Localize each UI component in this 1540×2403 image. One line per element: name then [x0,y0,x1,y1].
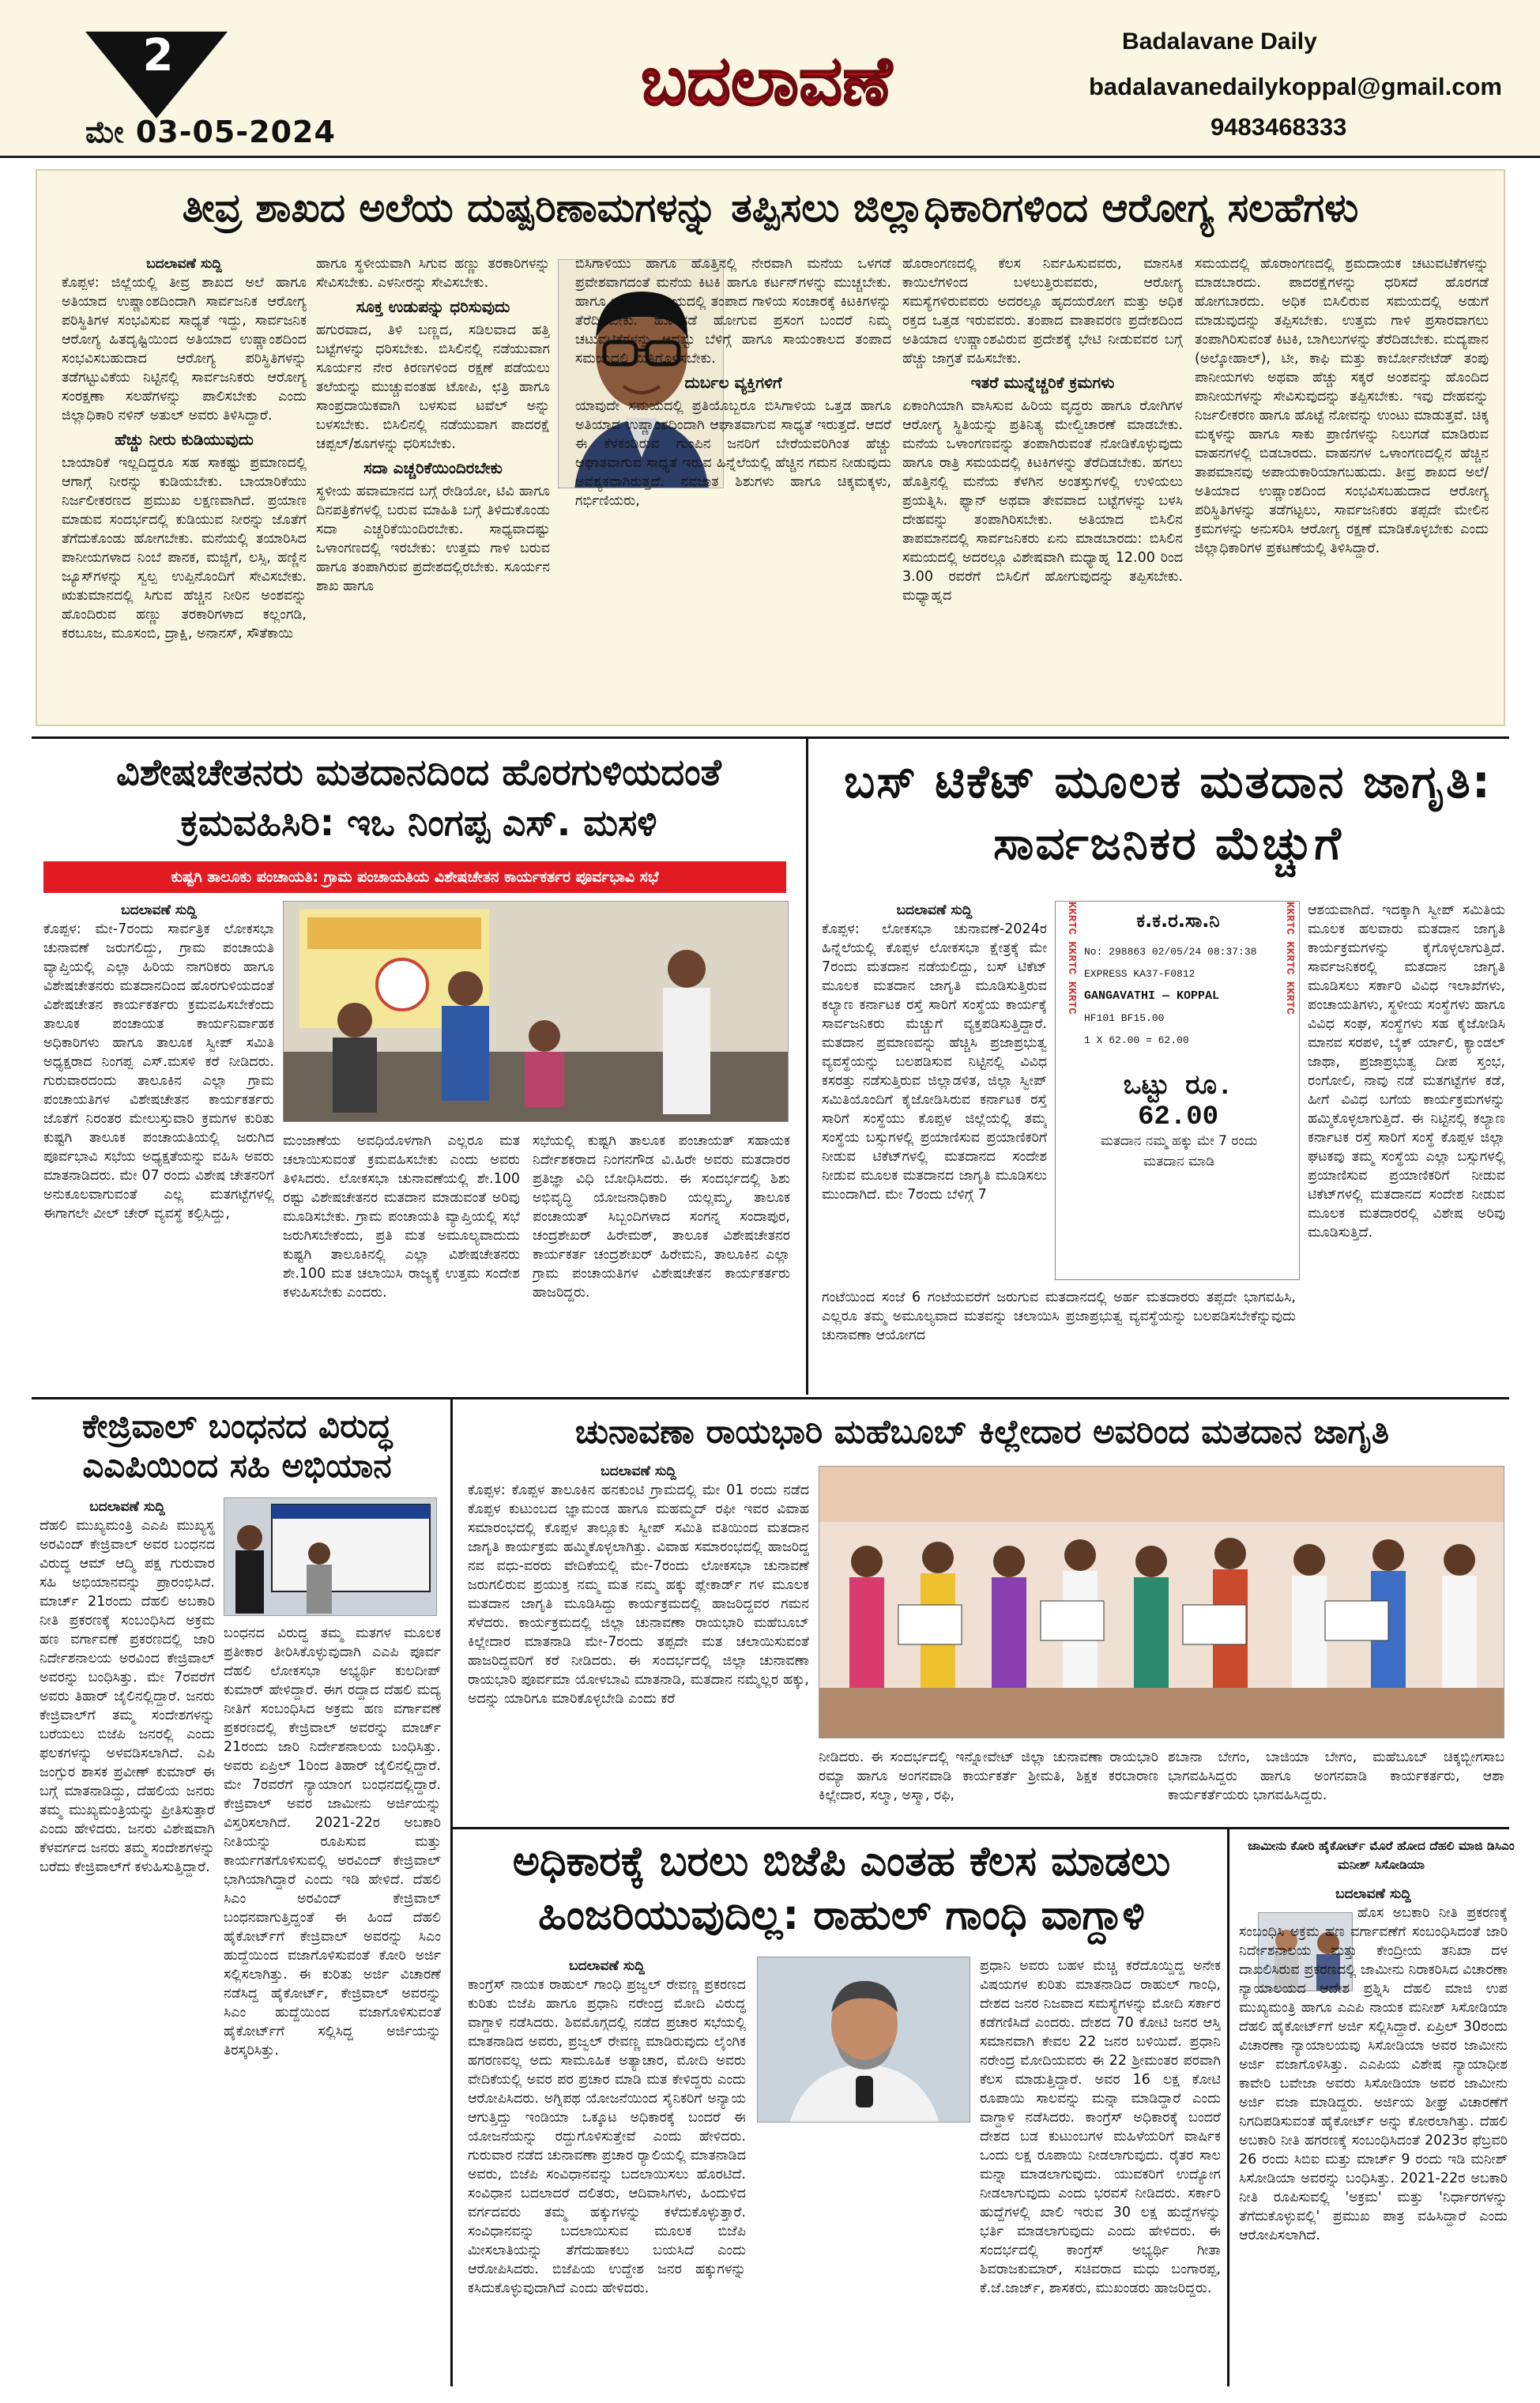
subheading: ಸೂಕ್ತ ಉಡುಪನ್ನು ಧರಿಸುವುದು [356,297,510,316]
story-heatwave-column-2 [316,254,550,717]
body-text: ಗಂಟೆಯಿಂದ ಸಂಜೆ 6 ಗಂಟೆಯವರೆಗೆ ಜರುಗುವ ಮತದಾನದಲ್ಲಿ ಅರ್ಹ ಮತದಾರರು ತಪ್ಪದೇ ಭಾಗವಹಿಸಿ, ಎಲ್ಲರೂ ತಮ್ಮ ಅಮೂಲ್ಯವಾದ ಮತವನ್ನು ಚಲಾಯಿಸಿ ಪ್ರಜಾಪ್ರಭುತ್ವ ವ್ಯವಸ್ಥೆಯನ್ನು ಬಲಪಡಿಸಬೇಕೆನ್ನುವುದು ಚುನಾವಣಾ ಆಯೋಗದ [822,1290,1296,1343]
body-text: ಗುರುವಾರದಂದು ತಾಲೂಕಿನ ಎಲ್ಲಾ ಗ್ರಾಮ ಪಂಚಾಯತಿಗಳ ವಿಶೇಷಚೇತನ ಕಾರ್ಯಕರ್ತರು ಜೊತೆಗೆ ನಿರಂತರ ಮೇಲುಸ್ತುವಾರಿ ಕ್ರಮಗಳ ಕುರಿತು ಕುಷ್ಟಗಿ ತಾಲೂಕ ಪಂಚಾಯತಿಯಲ್ಲಿ ಜರುಗಿದ ಪೂರ್ವಭಾವಿ ಸಭೆಯ ಅಧ್ಯಕ್ಷತೆಯನ್ನು ವಹಿಸಿ ಅವರು ಮಾತನಾಡಿದರು. ಮೇ 07 ರಂದು ವಿಶೇಷ ಚೇತನರಿಗೆ ಅನುಕೂಲವಾಗುವಂತೆ ಎಲ್ಲ ಮತಗಟ್ಟೆಗಳಲ್ಲಿ ಈಗಾಗಲೇ ವೀಲ್ ಚೇರ್ ವ್ಯವಸ್ಥೆ ಕಲ್ಪಿಸಿದ್ದು, [43,1073,274,1222]
ticket-line: 1 X 62.00 = 62.00 [1084,1034,1189,1046]
ticket-side-strip: KKRTC KKRTC KKRTC [1065,902,1078,1015]
ticket-line: EXPRESS KA37-F0812 [1084,968,1195,980]
body-text: ಮತದಾನ ಪ್ರಮಾಣವನ್ನು ಹೆಚ್ಚಿಸಿ ಪ್ರಜಾಪ್ರಭುತ್ವ ವ್ಯವಸ್ಥೆಯನ್ನು ಬಲಪಡಿಸುವ ನಿಟ್ಟಿನಲ್ಲಿ ವಿವಿಧ ಕಸರತ್ತು ನಡೆಸುತ್ತಿರುವ ಜಿಲ್ಲಾಡಳಿತ, ಜಿಲ್ಲಾ ಸ್ವೀಪ್ ಸಮಿತಿಯೊಂದಿಗೆ ಕೈಜೋಡಿಸಿರುವ ಕರ್ನಾಟಕ ರಸ್ತೆ ಸಾರಿಗೆ ಸಂಸ್ಥೆಯು ಕೊಪ್ಪಳ ಜಿಲ್ಲೆಯಲ್ಲಿ ತಮ್ಮ ಸಂಸ್ಥೆಯ ಬಸ್ಸುಗಳಲ್ಲಿ ಪ್ರಯಾಣಿಸುವ ಪ್ರಯಾಣಿಕರಿಗೆ ನೀಡುವ ಟಿಕೆಟ್‌ಗಳಲ್ಲಿ ಮತದಾನದ ಸಂದೇಶ ನೀಡುವ ಮೂಲಕ ಮತದಾನದ ಜಾಗೃತಿ ಮೂಡಿಸಲು ಮುಂದಾಗಿದೆ. ಮೇ 7ರಂದು ಬೆಳಿಗ್ಗೆ 7 [822,1035,1047,1203]
story-heatwave-headline: ತೀವ್ರ ಶಾಖದ ಅಲೆಯ ದುಷ್ಪರಿಣಾಮಗಳನ್ನು ತಪ್ಪಿಸಲು ಜಿಲ್ಲಾಧಿಕಾರಿಗಳಿಂದ ಆರೋಗ್ಯ ಸಲಹೆಗಳು [182,185,1359,231]
story-disability-voting-banner: ಕುಷ್ಟಗಿ ತಾಲೂಕು ಪಂಚಾಯತಿ: ಗ್ರಾಮ ಪಂಚಾಯತಿಯ ವಿಶೇಷಚೇತನ ಕಾರ್ಯಕರ್ತರ ಪೂರ್ವಭಾವಿ ಸಭೆ [43,861,786,893]
ticket-line: GANGAVATHI — KOPPAL [1084,989,1220,1003]
story-disability-voting-headline: ವಿಶೇಷಚೇತನರು ಮತದಾನದಿಂದ ಹೊರಗುಳಿಯದಂತೆ ಕ್ರಮವಹಿಸಿರಿ: ಇಒ ನಿಂಗಪ್ಪ ಎಸ್. ಮಸಳಿ [116,751,721,844]
subheading: ಹೆಚ್ಚು ನೀರು ಕುಡಿಯುವುದು [115,430,254,449]
ticket-header: ಕ.ಕ.ರ.ಸಾ.ನಿ [1136,910,1220,932]
body-text: ಶಬಾನಾ ಬೇಗಂ, ಬಾಜಿಯಾ ಬೇಗಂ, ಮಹೆಬೂಬ್ ಚಿಕ್ಕಬ್ಬೀಗಸಾಬ ಭಾಗವಹಿಸಿದ್ದರು ಹಾಗೂ ಅಂಗನವಾಡಿ ಕಾರ್ಯಕರ್ತರು, ಆಶಾ ಕಾರ್ಯಕರ್ತೆಯರು ಭಾಗವಹಿಸಿದ್ದರು. [1168,1750,1504,1803]
body-text: ಏಕಾಂಗಿಯಾಗಿ ವಾಸಿಸುವ ಹಿರಿಯ ವೃದ್ಧರು ಹಾಗೂ ರೋಗಿಗಳ ಆರೋಗ್ಯ ಸ್ಥಿತಿಯನ್ನು ಪ್ರತಿನಿತ್ಯ ಮೇಲ್ವಿಚಾರಣೆ ಮಾಡಬೇಕು. ಮನೆಯ ಒಳಾಂಗಣವನ್ನು ತಂಪಾಗಿರುವಂತೆ ನೋಡಿಕೊಳ್ಳುವುದು ಹಾಗೂ ರಾತ್ರಿ ಸಮಯದಲ್ಲಿ ಕಿಟಕಿಗಳನ್ನು ತೆರೆದಿಡಬೇಕು. ಹಗಲು ಹೊತ್ತಿನಲ್ಲಿ ಮನೆಯ ಕೆಳಗಿನ ಅಂತಸ್ತುಗಳಲ್ಲಿ ಉಳಿಯಲು ಪ್ರಯತ್ನಿಸಿ. ಫ್ಯಾನ್ ಅಥವಾ ತೇವವಾದ ಬಟ್ಟೆಗಳನ್ನು ಬಳಸಿ ದೇಹವನ್ನು ತಂಪಾಗಿರಿಸಬೇಕು. [902,398,1183,528]
subheading: ಸದಾ ಎಚ್ಚರಿಕೆಯಿಂದಿರಬೇಕು [363,458,503,477]
story-ambassador-column-1 [468,1462,809,1821]
rahul-gandhi-photo [757,1957,970,2122]
body-text: ಹಾಗೂ ಸ್ಥಳೀಯವಾಗಿ ಸಿಗುವ ಹಣ್ಣು ತರಕಾರಿಗಳನ್ನು ಸೇವಿಸಬೇಕು. ಎಳನೀರನ್ನು ಸೇವಿಸಬೇಕು. [316,256,550,291]
story-disability-voting-column-2 [283,1132,520,1392]
story-bus-ticket-headline: ಬಸ್ ಟಿಕೆಟ್ ಮೂಲಕ ಮತದಾನ ಜಾಗೃತಿ: ಸಾರ್ವಜನಿಕರ ಮೆಚ್ಚುಗೆ [844,755,1492,870]
wedding-awareness-photo [819,1466,1504,1738]
person-speaking-icon [758,1957,970,2122]
story-ambassador-column-3 [1168,1748,1504,1823]
body-text: ಸಮಯದಲ್ಲಿ ಹೊರಾಂಗಣದಲ್ಲಿ ಶ್ರಮದಾಯಕ ಚಟುವಟಿಕೆಗಳನ್ನು ಮಾಡಬಾರದು. ಪಾದರಕ್ಷೆಗಳನ್ನು ಧರಿಸದೆ ಹೊರಗಡೆ ಹೋಗಬಾರದು. ಅಧಿಕ ಬಿಸಿಲಿರುವ ಸಮಯದಲ್ಲಿ ಅಡುಗೆ ಮಾಡುವುದನ್ನು ತಪ್ಪಿಸಬೇಕು. ಉತ್ತಮ ಗಾಳಿ ಪ್ರಸಾರವಾಗಲು ತಂಪಾಗಿರಿಸುವಂತೆ ಕಿಟಕಿ, ಬಾಗಿಲುಗಳನ್ನು ತೆರೆದಿಡಬೇಕು. ಮದ್ಯಪಾನ (ಅಲ್ಕೋಹಾಲ್), ಟೀ, ಕಾಫಿ ಮತ್ತು ಕಾರ್ಬೋನೇಟೆಡ್ ತಂಪು ಪಾನೀಯಗಳು ಅಥವಾ ಹೆಚ್ಚು ಸಕ್ಕರೆ ಅಂಶವನ್ನು ಹೊಂದಿದ ಪಾನೀಯಗಳನ್ನು ಸೇವಿಸುವುದನ್ನು ತಪ್ಪಿಸಬೇಕು. ಇವು ದೇಹವನ್ನು ನಿರ್ಜಲೀಕರಣ ಹಾಗೂ ಹೊಟ್ಟೆ ನೋವನ್ನು ಉಂಟು ಮಾಡುತ್ತವೆ. ಚಿಕ್ಕ ಮಕ್ಕಳನ್ನು ಹಾಗೂ ಸಾಕು ಪ್ರಾಣಿಗಳನ್ನು ನಿಲುಗಡೆ ಮಾಡಿರುವ ವಾಹನಗಳಲ್ಲಿ ಬಿಡಬಾರದು. ವಾಹನಗಳ ಒಳಾಂಗಣದಲ್ಲಿನ ಹೆಚ್ಚಿನ ತಾಪಮಾನವು ಅಪಾಯಕಾರಿಯಾಗಬಹುದು. [1195,256,1489,480]
ticket-voting-message: ಮತದಾನ ನಮ್ಮ ಹಕ್ಕು ಮೇ 7 ರಂದು ಮತದಾನ ಮಾಡಿ [1100,1133,1258,1169]
story-rahul-column-2 [980,1957,1221,2383]
column-divider [1227,1829,1229,2386]
story-heatwave-column-3 [575,254,891,717]
body-text: ಪ್ರಧಾನಿ ಅವರು ಬಹಳ ಮೆಚ್ಚಿ ಕರೆದೊಯ್ದಿದ್ದ ಅನೇಕ ವಿಷಯಗಳ ಕುರಿತು ಮಾತನಾಡಿದ ರಾಹುಲ್ ಗಾಂಧಿ, ದೇಶದ ಜನರ ನಿಜವಾದ ಸಮಸ್ಯೆಗಳನ್ನು ಮೋದಿ ಸರ್ಕಾರ ಕಡೆಗಣಿಸಿದೆ ಎಂದರು. ದೇಶದ 70 ಕೋಟಿ ಜನರ ಆಸ್ತಿ ಸಮಾನವಾಗಿ ಕೇವಲ 22 ಜನರ ಬಳಿಯಿದೆ. ಪ್ರಧಾನಿ ನರೇಂದ್ರ ಮೋದಿಯವರು ಈ 22 ಶ್ರೀಮಂತರ ಪರವಾಗಿ ಕೆಲಸ ಮಾಡುತ್ತಿದ್ದಾರೆ. ಅವರ 16 ಲಕ್ಷ ಕೋಟಿ ರೂಪಾಯಿ ಸಾಲವನ್ನು ಮನ್ನಾ ಮಾಡಿದ್ದಾರೆ ಎಂದು ವಾಗ್ದಾಳಿ ನಡೆಸಿದರು. [980,1958,1221,2126]
column-divider [450,1399,453,2386]
body-text: ದೆಹಲಿ ಮುಖ್ಯಮಂತ್ರಿ ಎಎಪಿ ಮುಖ್ಯಸ್ಥ ಅರವಿಂದ್ ಕೇಜ್ರಿವಾಲ್ ಅವರ ಬಂಧನದ ವಿರುದ್ಧ ಆಮ್ ಆದ್ಮಿ ಪಕ್ಷ ಗುರುವಾರ ಸಹಿ ಅಭಿಯಾನವನ್ನು ಪ್ರಾರಂಭಿಸಿದೆ. ಮಾರ್ಚ್ 21ರಂದು ದೆಹಲಿ ಅಬಕಾರಿ ನೀತಿ ಪ್ರಕರಣಕ್ಕೆ ಸಂಬಂಧಿಸಿದ ಅಕ್ರಮ ಹಣ ವರ್ಗಾವಣೆ ಪ್ರಕರಣದಲ್ಲಿ ಜಾರಿ ನಿರ್ದೇಶನಾಲಯ ಅರವಿಂದ ಕೇಜ್ರಿವಾಲ್ ಅವರನ್ನು ಬಂಧಿಸಿತ್ತು. ಮೇ 7ರವರೆಗೆ ಅವರು ತಿಹಾರ್ ಜೈಲಿನಲ್ಲಿದ್ದಾರೆ. ಜನರು ಕೇಜ್ರಿವಾಲ್‌ಗೆ ತಮ್ಮ ಸಂದೇಶಗಳನ್ನು ಬರೆಯಲು ಬಿಜೆಪಿ ಜನರಲ್ಲಿ ಎಂದು ಫಲಕಗಳನ್ನು ಅಳವಡಿಸಲಾಗಿದೆ. ಎಪಿ ಜಂಗ್ಪುರ ಶಾಸಕ ಪ್ರವೀಣ್ ಕುಮಾರ್ ಈ ಬಗ್ಗೆ ಮಾತನಾಡಿದ್ದು, ದೆಹಲಿಯ ಜನರು ತಮ್ಮ ಮುಖ್ಯಮಂತ್ರಿಯನ್ನು ಪ್ರೀತಿಸುತ್ತಾರೆ ಎಂದು ಹೇಳಿದರು. ಜನರು ವಿಶೇಷವಾಗಿ ಕೆಳವರ್ಗದ ಜನರು ತಮ್ಮ ಸಂದೇಶಗಳನ್ನು ಬರೆದು ಕೇಜ್ರಿವಾಲ್‌ಗೆ ಕಳುಹಿಸುತ್ತಿದ್ದಾರೆ. [40,1518,215,1875]
byline: ಬದಲಾವಣೆ ಸುದ್ದಿ [601,1463,676,1479]
body-text: ಯಾವುದೇ ಸಮಯದಲ್ಲಿ ಪ್ರತಿಯೊಬ್ಬರೂ ಬಿಸಿಗಾಳಿಯ ಒತ್ತಡ ಹಾಗೂ ಅತಿಯಾದ ಉಷ್ಣಾಂಶದಿಂದಾಗಿ ಆಘಾತವಾಗುವ ಸಾಧ್ಯತೆ ಇರುತ್ತದೆ. ಆದರೆ ಈ ಕೆಳಕಂಡಿರುವ ಗುಂಪಿನ ಜನರಿಗೆ ಬೇರೆಯವರಿಗಿಂತ ಹೆಚ್ಚು ಆಘಾತವಾಗುವ ಸಾಧ್ಯತೆ ಇರುವ ಹಿನ್ನೆಲೆಯಲ್ಲಿ ಹೆಚ್ಚಿನ ಗಮನ ನೀಡುವುದು ಅವಶ್ಯಕವಾಗಿರುತ್ತದೆ. ನವಜಾತ ಶಿಶುಗಳು ಹಾಗೂ ಚಿಕ್ಕಮಕ್ಕಳು, ಗರ್ಭಿಣಿಯರು, [575,398,891,509]
story-rahul-column-1 [468,1957,746,2383]
story-bus-ticket-column-2 [822,1288,1296,1395]
body-text: ಬಿಸಿಗಾಳಿಯು ಹಾಗೂ ಹೊತ್ತಿನಲ್ಲಿ ನೇರವಾಗಿ ಮನೆಯ ಒಳಗಡೆ ಪ್ರವೇಶವಾಗದಂತೆ ಮನೆಯ ಕಿಟಕಿ ಹಾಗೂ ಕರ್ಟನ್‌ಗಳನ್ನು ಮುಚ್ಚಬೇಕು. ಹಾಗೂ ರಾತ್ರಿಯ ಸಮಯದಲ್ಲಿ ತಂಪಾದ ಗಾಳಿಯ ಸಂಚಾರಕ್ಕೆ ಕಿಟಕಿಗಳನ್ನು ತೆರೆದಿಡಬೇಕು. ಹೊರಗಡೆ ಹೋಗುವ ಪ್ರಸಂಗ ಬಂದರೆ ನಿಮ್ಮ ಚಟುವಟಿಕೆಗಳನ್ನು ಆದಷ್ಟು ಬೆಳಿಗ್ಗೆ ಹಾಗೂ ಸಾಯಂಕಾಲದ ತಂಪಾದ ಸಮಯದಲ್ಲಿ ಮಿತಿಗೊಳಿಸಬೇಕು. [575,256,891,367]
story-kejriwal-column-1 [40,1497,215,2375]
body-text: ಸ್ಥಳೀಯ ಹವಾಮಾನದ ಬಗ್ಗೆ ರೇಡಿಯೋ, ಟಿವಿ ಹಾಗೂ ದಿನಪತ್ರಿಕೆಗಳಲ್ಲಿ ಬರುವ ಮಾಹಿತಿ ಬಗ್ಗೆ ತಿಳಿದುಕೊಂಡು ಸದಾ ಎಚ್ಚರಿಕೆಯಿಂದಿರಬೇಕು. ಸಾಧ್ಯವಾದಷ್ಟು ಒಳಾಂಗಣದಲ್ಲಿ ಇರಬೇಕು: ಉತ್ತಮ ಗಾಳಿ ಬರುವ ಹಾಗೂ ತಂಪಾಗಿರುವ ಪ್ರದೇಶದಲ್ಲಿರಬೇಕು. ಸೂರ್ಯನ ಶಾಖ ಹಾಗೂ [316,484,550,594]
ticket-line: No: 298863 02/05/24 08:37:38 [1084,946,1257,958]
contact-email: badalavanedailykoppal@gmail.com [1089,73,1502,100]
body-text: ತೀವ್ರ ಶಾಖದ ಅಲೆ/ಅತಿಯಾದ ಉಷ್ಣಾಂಶದಿಂದ ಸಂಭವಿಸಬಹುದಾದ ಆರೋಗ್ಯ ಪರಿಸ್ಥಿತಿಗಳನ್ನು ತಡೆಗಟ್ಟಲು, ಸಾರ್ವಜನಿಕರು ತಪ್ಪದೇ ಮೇಲಿನ ಕ್ರಮಗಳನ್ನು ಅನುಸರಿಸಿ ಆರೋಗ್ಯ ರಕ್ಷಣೆ ಮಾಡಿಕೊಳ್ಳಬೇಕು ಎಂದು ಜಿಲ್ಲಾಧಿಕಾರಿಗಳ ಪ್ರಕಟಣೆಯಲ್ಲಿ ತಿಳಿಸಿದ್ದಾರೆ. [1195,465,1489,556]
newspaper-logo-text: ಬದಲಾವಣೆ [641,42,892,121]
body-text: ಅತಿಯಾದ ಬಿಸಿಲಿನ ತಾಪಮಾನದಲ್ಲಿ ಸಾರ್ವಜನಿಕರು ಏನು ಮಾಡಬಾರದು: ಬಿಸಿಲಿನ ಸಮಯದಲ್ಲಿ ಅದರಲ್ಲೂ ವಿಶೇಷವಾಗಿ ಮಧ್ಯಾಹ್ನ 12.00 ರಿಂದ 3.00 ರವರೆಗೆ ಬಿಸಿಲಿಗೆ ಹೋಗುವುದನ್ನು ತಪ್ಪಿಸಬೇಕು. ಮಧ್ಯಾಹ್ನದ [902,512,1183,604]
body-text: ಹಗುರವಾದ, ತಿಳಿ ಬಣ್ಣದ, ಸಡಿಲವಾದ ಹತ್ತಿ ಬಟ್ಟೆಗಳನ್ನು ಧರಿಸಬೇಕು. ಬಿಸಿಲಿನಲ್ಲಿ ನಡೆಯುವಾಗ ಸೂರ್ಯನ ನೇರ ಕಿರಣಗಳಿಂದ ರಕ್ಷಣೆ ಪಡೆಯಲು ತಲೆಯನ್ನು ಮುಚ್ಚುವಂತಹ ಟೋಪಿ, ಛತ್ರಿ ಹಾಗೂ ಸಾಂಪ್ರದಾಯಿಕವಾಗಿ ಬಳಸುವ ಟವೆಲ್ ಅನ್ನು ಬಳಸಬೇಕು. ಬಿಸಿಲಿನಲ್ಲಿ ನಡೆಯುವಾಗ ಪಾದರಕ್ಷೆ ಚಪ್ಪಲ್/ಶೂಗಳನ್ನು ಧರಿಸಬೇಕು. [316,322,550,452]
section-divider [32,736,1509,739]
signature-board-icon [224,1498,437,1616]
story-heatwave-column-5 [1195,254,1489,717]
section-divider [32,1397,1509,1399]
body-text: ದೆಹಲಿ ಸಿಎಂ ಅರವಿಂದ್ ಕೇಜ್ರಿವಾಲ್ ಬಂಧನವಾಗುತ್ತಿದ್ದಂತೆ ಈ ಹಿಂದೆ ದೆಹಲಿ ಹೈಕೋರ್ಟ್‌ಗೆ ಕೇಜ್ರಿವಾಲ್ ಅವರನ್ನು ಸಿಎಂ ಹುದ್ದೆಯಿಂದ ವಜಾಗೊಳಿಸುವಂತೆ ಕೋರಿ ಅರ್ಜಿ ಸಲ್ಲಿಸಲಾಗಿತ್ತು. ಈ ಕುರಿತು ಅರ್ಜಿ ವಿಚಾರಣೆ ನಡೆಸಿದ್ದ ಹೈಕೋರ್ಟ್, ಕೇಜ್ರಿವಾಲ್ ಅವರನ್ನು ಸಿಎಂ ಹುದ್ದೆಯಿಂದ ವಜಾಗೊಳಿಸುವಂತೆ ಹೈಕೋರ್ಟ್‌ಗೆ ಸಲ್ಲಿಸಿದ್ದ ಅರ್ಜಿಯನ್ನು ತಿರಸ್ಕರಿಸಿತ್ತು. [224,1872,441,2058]
story-disability-voting-column-1 [43,901,274,1391]
body-text: ಬಾಯಾರಿಕೆ ಇಲ್ಲದಿದ್ದರೂ ಸಹ ಸಾಕಷ್ಟು ಪ್ರಮಾಣದಲ್ಲಿ ಆಗಾಗ್ಗೆ ನೀರನ್ನು ಕುಡಿಯಬೇಕು. ಬಾಯಾರಿಕೆಯು ನಿರ್ಜಲೀಕರಣದ ಪ್ರಮುಖ ಲಕ್ಷಣವಾಗಿದೆ. ಪ್ರಯಾಣ ಮಾಡುವ ಸಂದರ್ಭದಲ್ಲಿ ಕುಡಿಯುವ ನೀರನ್ನು ಜೊತೆಗೆ ತೆಗೆದುಕೊಂಡು ಹೋಗಬೇಕು. ಮನೆಯಲ್ಲಿ ತಯಾರಿಸಿದ ಪಾನೀಯಗಳಾದ ನಿಂಬೆ ಪಾನಕ, ಮಜ್ಜಿಗೆ, ಲಸ್ಸಿ, ಹಣ್ಣಿನ ಜ್ಯೂಸ್‌ಗಳನ್ನು ಸ್ವಲ್ಪ ಉಪ್ಪಿನೊಂದಿಗೆ ಸೇವಿಸಬೇಕು. ಋತುಮಾನದಲ್ಲಿ ಸಿಗುವ ಹೆಚ್ಚಿನ ನೀರಿನ ಅಂಶವನ್ನು ಹೊಂದಿರುವ ಹಣ್ಣು ತರಕಾರಿಗಳಾದ ಕಲ್ಲಂಗಡಿ, ಕರಬೂಜ, ಮೂಸಂಬಿ, ದ್ರಾಕ್ಷಿ, ಅನಾನಸ್, ಸೌತೆಕಾಯಿ [62,455,307,642]
body-text: ಕೊಪ್ಪಳ: ಲೋಕಸಭಾ ಚುನಾವಣೆ-2024ರ ಹಿನ್ನೆಲೆಯಲ್ಲಿ ಕೊಪ್ಪಳ ಲೋಕಸಭಾ ಕ್ಷೇತ್ರಕ್ಕೆ ಮೇ 7ರಂದು ಮತದಾನ ನಡೆಯಲಿದ್ದು, ಬಸ್ ಟಿಕೆಟ್ ಮೂಲಕ ಮತದಾನ ಜಾಗೃತಿ ಮೂಡಿಸುತ್ತಿರುವ ಕಲ್ಯಾಣ ಕರ್ನಾಟಕ ರಸ್ತೆ ಸಾರಿಗೆ ಸಂಸ್ಥೆಯ ಕಾರ್ಯಕ್ಕೆ ಸಾರ್ವಜನಿಕರು ಮೆಚ್ಚುಗೆ ವ್ಯಕ್ತಪಡಿಸುತ್ತಿದ್ದಾರೆ. [822,921,1047,1032]
brand-name-english: Badalavane Daily [1122,28,1317,55]
story-disability-voting-column-3 [533,1132,790,1392]
subheading: ಇತರೆ ಮುನ್ನೆಚ್ಚರಿಕೆ ಕ್ರಮಗಳು [970,373,1115,392]
byline: ಬದಲಾವಣೆ ಸುದ್ದಿ [1335,1886,1411,1902]
story-kejriwal-column-2 [224,1624,441,2375]
body-text: ಕಾಂಗ್ರೆಸ್ ಅಧಿಕಾರಕ್ಕೆ ಬಂದರೆ ದೇಶದ ಬಡ ಕುಟುಂಬಗಳ ಮಹಿಳೆಯರಿಗೆ ವಾರ್ಷಿಕ ಒಂದು ಲಕ್ಷ ರೂಪಾಯಿ ನೀಡಲಾಗುವುದು. ರೈತರ ಸಾಲ ಮನ್ನಾ ಮಾಡಲಾಗುವುದು. ಯುವಕರಿಗೆ ಉದ್ಯೋಗ ನೀಡಲಾಗುವುದು ಎಂದು ಭರವಸೆ ನೀಡಿದರು. ಸರ್ಕಾರಿ ಹುದ್ದೆಗಳಲ್ಲಿ ಖಾಲಿ ಇರುವ 30 ಲಕ್ಷ ಹುದ್ದೆಗಳನ್ನು ಭರ್ತಿ ಮಾಡಲಾಗುವುದು ಎಂದು ಹೇಳಿದರು. ಈ ಸಂದರ್ಭದಲ್ಲಿ ಕಾಂಗ್ರೆಸ್ ಅಭ್ಯರ್ಥಿ ಗೀತಾ ಶಿವರಾಜಕುಮಾರ್, ಸಚಿವರಾದ ಮಧು ಬಂಗಾರಪ್ಪ, ಕೆ.ಜೆ.ಜಾರ್ಜ್, ಶಾಸಕರು, ಮುಖಂಡರು ಹಾಜರಿದ್ದರು. [980,2110,1221,2296]
publication-date: ಮೇ 03-05-2024 [85,115,336,149]
story-rahul-headline: ಅಧಿಕಾರಕ್ಕೆ ಬರಲು ಬಿಜೆಪಿ ಎಂತಹ ಕೆಲಸ ಮಾಡಲು ಹಿಂಜರಿಯುವುದಿಲ್ಲ: ರಾಹುಲ್ ಗಾಂಧಿ ವಾಗ್ದಾಳಿ [512,1838,1171,1939]
body-text: ಮಂಜಾಣೆಯ ಅವಧಿಯೊಳಗಾಗಿ ಎಲ್ಲರೂ ಮತ ಚಲಾಯಿಸುವಂತೆ ಕ್ರಮವಹಿಸಬೇಕು ಎಂದು ಅವರು ತಿಳಿಸಿದರು. ಲೋಕಸಭಾ ಚುನಾವಣೆಯಲ್ಲಿ ಶೇ.100 ರಷ್ಟು ವಿಶೇಷಚೇತನರ ಮತದಾನ ಮಾಡುವಂತೆ ಅರಿವು ಮೂಡಿಸಬೇಕು. ಗ್ರಾಮ ಪಂಚಾಯತಿ ವ್ಯಾಪ್ತಿಯಲ್ಲಿ ಸಭೆ ಜರುಗಿಸಬೇಕೆಂದು, ಪ್ರತಿ ಮತ ಅಮೂಲ್ಯವಾದುದು ಕುಷ್ಟಗಿ ತಾಲೂಕಿನಲ್ಲಿ ಎಲ್ಲಾ ವಿಶೇಷಚೇತನರು ಶೇ.100 ಮತ ಚಲಾಯಿಸಿ ರಾಜ್ಯಕ್ಕೆ ಉತ್ತಮ ಸಂದೇಶ ಕಳುಹಿಸಬೇಕು ಎಂದರು. [283,1133,520,1301]
byline: ಬದಲಾವಣೆ ಸುದ್ದಿ [146,256,222,272]
story-ambassador-column-2 [819,1748,1158,1823]
ticket-side-strip: KKRTC KKRTC KKRTC [1283,902,1296,1015]
byline: ಬದಲಾವಣೆ ಸುದ್ದಿ [89,1499,165,1515]
column-divider [806,739,808,1395]
body-text: ಹೊಸ ಅಬಕಾರಿ ನೀತಿ ಪ್ರಕರಣಕ್ಕೆ ಸಂಬಂಧಿಸಿ ಅಕ್ರಮ ಹಣ ವರ್ಗಾವಣೆಗೆ ಸಂಬಂಧಿಸಿದಂತೆ ಜಾರಿ ನಿರ್ದೇಶನಾಲಯ ಮತ್ತು ಕೇಂದ್ರೀಯ ತನಿಖಾ ದಳ ದಾಖಲಿಸಿರುವ ಪ್ರಕರಣದಲ್ಲಿ ಜಾಮೀನು ನಿರಾಕರಿಸಿದ ವಿಚಾರಣಾ ನ್ಯಾಯಾಲಯದ ಆದೇಶ ಪ್ರಶ್ನಿಸಿ ದೆಹಲಿ ಮಾಜಿ ಉಪ ಮುಖ್ಯಮಂತ್ರಿ ಹಾಗೂ ಎಎಪಿ ನಾಯಕ ಮನೀಶ್ ಸಿಸೋಡಿಯಾ ದೆಹಲಿ ಹೈಕೋರ್ಟ್‌ಗೆ ಅರ್ಜಿ ಸಲ್ಲಿಸಿದ್ದಾರೆ. ಏಪ್ರಿಲ್ 30ರಂದು ವಿಚಾರಣಾ ನ್ಯಾಯಾಲಯವು ಸಿಸೋಡಿಯಾ ಅವರ ಜಾಮೀನು ಅರ್ಜಿ ವಜಾಗೊಳಿಸಿತ್ತು. ಎಎಪಿಯ ವಿಶೇಷ ನ್ಯಾಯಾಧೀಶ ಕಾವೇರಿ ಬವೇಜಾ ಅವರು ಸಿಸೋಡಿಯಾ ಅವರ ಜಾಮೀನು ಅರ್ಜಿ ವಜಾ ಮಾಡಿದ್ದರು. ಅರ್ಜಿಯ ಶೀಘ್ರ ವಿಚಾರಣೆಗೆ ನಿಗದಿಪಡಿಸುವಂತೆ ಹೈಕೋರ್ಟ್ ಅನ್ನು ಕೋರಲಾಗಿತ್ತು. ದೆಹಲಿ ಅಬಕಾರಿ ನೀತಿ ಹಗರಣಕ್ಕೆ ಸಂಬಂಧಿಸಿದಂತೆ 2023ರ ಫೆಬ್ರವರಿ 26 ರಂದು ಸಿಬಿಐ ಮತ್ತು ಮಾರ್ಚ್ 9 ರಂದು ಇಡಿ ಮನೀಶ್ ಸಿಸೋಡಿಯಾ ಅವರನ್ನು ಬಂಧಿಸಿತ್ತು. 2021-22ರ ಅಬಕಾರಿ ನೀತಿ ರೂಪಿಸುವಲ್ಲಿ 'ಅಕ್ರಮ' ಮತ್ತು 'ನಿರ್ಧಾರಗಳನ್ನು ತೆಗೆದುಕೊಳ್ಳುವಲ್ಲಿ' ಪ್ರಮುಖ ಪಾತ್ರ ವಹಿಸಿದ್ದಾರೆ ಎಂದು ಆರೋಪಿಸಲಾಗಿದೆ. [1239,1905,1508,2243]
ticket-line: HF101 BF15.00 [1084,1012,1165,1024]
body-text: ಕೊಪ್ಪಳ: ಜಿಲ್ಲೆಯಲ್ಲಿ ತೀವ್ರ ಶಾಖದ ಅಲೆ ಹಾಗೂ ಅತಿಯಾದ ಉಷ್ಣಾಂಶದಿಂದಾಗಿ ಸಾರ್ವಜನಿಕ ಆರೋಗ್ಯ ಪರಿಸ್ಥಿತಿಗಳ ಸಂಭವಿಸುವ ಸಾಧ್ಯತೆ ಇದ್ದು, ಸಾರ್ವಜನಿಕ ಆರೋಗ್ಯ ಹಿತದೃಷ್ಟಿಯಿಂದ ಅತಿಯಾದ ಉಷ್ಣಾಂಶದಿಂದ ಸಂಭವಿಸಬಹುದಾದ ಆರೋಗ್ಯ ಪರಿಸ್ಥಿತಿಗಳನ್ನು ತಡೆಗಟ್ಟುವಿಕೆಯ ನಿಟ್ಟಿನಲ್ಲಿ ಸಾರ್ವಜನಿಕರು ಆರೋಗ್ಯ ಸಂರಕ್ಷಣಾ ಸಲಹೆಗಳನ್ನು ಪಾಲಿಸಬೇಕು ಎಂದು ಜಿಲ್ಲಾಧಿಕಾರಿ ನಳಿನ್ ಅತುಲ್ ಅವರು ತಿಳಿಸಿದ್ದಾರೆ. [62,275,307,424]
meeting-scene-icon [284,902,789,1122]
body-text: ಕಾಂಗ್ರೆಸ್ ನಾಯಕ ರಾಹುಲ್ ಗಾಂಧಿ ಪ್ರಜ್ವಲ್ ರೇವಣ್ಣ ಪ್ರಕರಣದ ಕುರಿತು ಬಿಜೆಪಿ ಹಾಗೂ ಪ್ರಧಾನಿ ನರೇಂದ್ರ ಮೋದಿ ವಿರುದ್ಧ ವಾಗ್ದಾಳಿ ನಡೆಸಿದರು. ಶಿವಮೊಗ್ಗದಲ್ಲಿ ನಡೆದ ಪ್ರಚಾರ ಸಭೆಯಲ್ಲಿ ಮಾತನಾಡಿದ ಅವರು, ಪ್ರಜ್ವಲ್ ರೇವಣ್ಣ ಮಾಡಿರುವುದು ಲೈಂಗಿಕ ಹಗರಣವಲ್ಲ ಅದು ಸಾಮೂಹಿಕ ಅತ್ಯಾಚಾರ, ಮೋದಿ ಅವರು ವೇದಿಕೆಯಲ್ಲಿ ಅವರ ಪರ ಪ್ರಚಾರ ಮಾಡಿ ಮತ ಕೇಳಿದ್ದರು ಎಂದು ಆರೋಪಿಸಿದರು. ಅಗ್ನಿಪಥ ಯೋಜನೆಯಿಂದ ಸೈನಿಕರಿಗೆ ಅನ್ಯಾಯ ಆಗುತ್ತಿದ್ದು ಇಂಡಿಯಾ ಒಕ್ಕೂಟ ಅಧಿಕಾರಕ್ಕೆ ಬಂದರೆ ಈ ಯೋಜನೆಯನ್ನು ರದ್ದುಗೊಳಿಸುತ್ತೇವೆ ಎಂದು ಹೇಳಿದರು. [468,1977,746,2145]
body-text: ಕೊಪ್ಪಳ: ಮೇ-7ರಂದು ಸಾರ್ವತ್ರಿಕ ಲೋಕಸಭಾ ಚುನಾವಣೆ ಜರುಗಲಿದ್ದು, ಗ್ರಾಮ ಪಂಚಾಯತಿ ವ್ಯಾಪ್ತಿಯಲ್ಲಿ ಎಲ್ಲಾ ಹಿರಿಯ ನಾಗರಿಕರು ಹಾಗೂ ವಿಶೇಷಚೇತನರು ಮತದಾನದಿಂದ ಹೊರಗುಳಿಯದಂತೆ ವಿಶೇಷಚೇತನ ಕಾರ್ಯಕರ್ತರು ಕ್ರಮವಹಿಸಬೇಕೆಂದು ತಾಲೂಕ ಪಂಚಾಯತ ಕಾರ್ಯನಿರ್ವಾಹಕ ಅಧಿಕಾರಿಗಳು ಹಾಗೂ ತಾಲೂಕ ಸ್ವೀಪ್ ಸಮಿತಿ ಅಧ್ಯಕ್ಷರಾದ ನಿಂಗಪ್ಪ ಎಸ್.ಮಸಳಿ ಕರೆ ನೀಡಿದರು. [43,921,274,1070]
byline: ಬದಲಾವಣೆ ಸುದ್ದಿ [896,902,973,918]
section-divider [452,1827,1509,1829]
body-text: ಆಶಯವಾಗಿದೆ. ಇದಕ್ಕಾಗಿ ಸ್ವೀಪ್ ಸಮಿತಿಯ ಮೂಲಕ ಹಲವಾರು ಮತದಾನ ಜಾಗೃತಿ ಕಾರ್ಯಕ್ರಮಗಳನ್ನು ಕೈಗೊಳ್ಳಲಾಗುತ್ತಿದೆ. ಸಾರ್ವಜನಿಕರಲ್ಲಿ ಮತದಾನ ಜಾಗೃತಿ ಮೂಡಿಸಲು ಸರ್ಕಾರಿ ವಿವಿಧ ಇಲಾಖೆಗಳು, ಪಂಚಾಯತಿಗಳು, ಸ್ಥಳೀಯ ಸಂಸ್ಥೆಗಳು ಹಾಗೂ ವಿವಿಧ ಸಂಘ, ಸಂಸ್ಥೆಗಳು ಸಹ ಕೈಜೋಡಿಸಿ ಮಾನವ ಸರಪಳಿ, ಬೈಕ್ ರ್ಯಾಲಿ, ಕ್ಯಾಂಡಲ್ ಜಾಥಾ, ಪ್ರಜಾಪ್ರಭುತ್ವ ದೀಪ ಸ್ತಂಭ, ರಂಗೋಲಿ, ನಾವು ನಡೆ ಮತಗಟ್ಟೆಗಳ ಕಡೆ, ಹೀಗೆ ವಿವಿಧ ಬಗೆಯ ಕಾರ್ಯಕ್ರಮಗಳನ್ನು ಹಮ್ಮಿಕೊಳ್ಳಲಾಗುತ್ತಿದೆ. ಈ ನಿಟ್ಟಿನಲ್ಲಿ ಕಲ್ಯಾಣ ಕರ್ನಾಟಕ ರಸ್ತೆ ಸಾರಿಗೆ ಸಂಸ್ಥೆ ಕೊಪ್ಪಳ ಜಿಲ್ಲಾ ಘಟಕವು ತಮ್ಮ ಸಂಸ್ಥೆಯ ಎಲ್ಲಾ ಬಸ್ಸುಗಳಲ್ಲಿ ಪ್ರಯಾಣಿಸುವ ಪ್ರಯಾಣಿಕರಿಗೆ ನೀಡುವ ಟಿಕೆಟ್‌ಗಳಲ್ಲಿ ಮತದಾನದ ಸಂದೇಶ ನೀಡುವ ಮೂಲಕ ಮತದಾರರಲ್ಲಿ ವಿಶೇಷ ಅರಿವು ಮೂಡಿಸುತ್ತಿದೆ. [1308,902,1505,1241]
story-heatwave-column-4 [902,254,1183,717]
page-number: 2 [142,30,174,81]
story-bus-ticket-column-3 [1308,901,1505,1395]
signature-campaign-photo [224,1497,437,1616]
byline: ಬದಲಾವಣೆ ಸುದ್ದಿ [569,1958,645,1974]
bus-ticket-image [1055,901,1300,1280]
body-text: ಬಂಧನದ ವಿರುದ್ಧ ತಮ್ಮ ಮತಗಳ ಮೂಲಕ ಪ್ರತೀಕಾರ ತೀರಿಸಿಕೊಳ್ಳುವುದಾಗಿ ಎಎಪಿ ಪೂರ್ವ ದೆಹಲಿ ಲೋಕಸಭಾ ಅಭ್ಯರ್ಥಿ ಕುಲದೀಪ್ ಕುಮಾರ್ ಹೇಳಿದ್ದಾರೆ. ಈಗ ರದ್ದಾದ ದೆಹಲಿ ಮದ್ಯ ನೀತಿಗೆ ಸಂಬಂಧಿಸಿದ ಅಕ್ರಮ ಹಣ ವರ್ಗಾವಣೆ ಪ್ರಕರಣದಲ್ಲಿ ಕೇಜ್ರಿವಾಲ್ ಅವರನ್ನು ಮಾರ್ಚ್ 21ರಂದು ಜಾರಿ ನಿರ್ದೇಶನಾಲಯ ಬಂಧಿಸಿತ್ತು. ಅವರು ಏಪ್ರಿಲ್ 1ರಿಂದ ತಿಹಾರ್ ಜೈಲಿನಲ್ಲಿದ್ದಾರೆ. ಮೇ 7ರವರೆಗೆ ನ್ಯಾಯಾಂಗ ಬಂಧನದಲ್ಲಿದ್ದಾರೆ. ಕೇಜ್ರಿವಾಲ್ ಅವರ ಜಾಮೀನು ಅರ್ಜಿಯನ್ನು ವಿಸ್ತರಿಸಲಾಗಿದೆ. 2021-22ರ ಅಬಕಾರಿ ನೀತಿಯನ್ನು ರೂಪಿಸುವ ಮತ್ತು ಕಾರ್ಯಗತಗೊಳಿಸುವಲ್ಲಿ ಅರವಿಂದ್ ಕೇಜ್ರಿವಾಲ್ ಭಾಗಿಯಾಗಿದ್ದಾರೆ ಎಂದು ಇಡಿ ಹೇಳಿದೆ. [224,1625,441,1888]
ticket-lines [1084,941,1274,1052]
body-text: ಸಭೆಯಲ್ಲಿ ಕುಷ್ಟಗಿ ತಾಲೂಕ ಪಂಚಾಯತ್ ಸಹಾಯಕ ನಿರ್ದೇಶಕರಾದ ನಿಂಗನಗೌಡ ವಿ.ಹಿರೇ ಅವರು ಮತದಾರರ ಪ್ರತಿಜ್ಞಾ ವಿಧಿ ಬೋಧಿಸಿದರು. ಈ ಸಂದರ್ಭದಲ್ಲಿ ಶಿಶು ಅಭಿವೃದ್ಧಿ ಯೋಜನಾಧಿಕಾರಿ ಯಲ್ಲಮ್ಮ, ತಾಲೂಕ ಪಂಚಾಯತ್ ಸಿಬ್ಬಂದಿಗಳಾದ ಸಂಗನ್ನ ಸಂದಾಪುರ, ಚಂದ್ರಶೇಖರ್ ಹಿರೇಮಠ್, ತಾಲೂಕ ವಿಶೇಷಚೇತನರ ಕಾರ್ಯಕರ್ತ ಚಂದ್ರಶೇಖರ್ ಹಿರೇಮನಿ, ತಾಲೂಕಿನ ಎಲ್ಲಾ ಗ್ರಾಮ ಪಂಚಾಯತಿಗಳ ವಿಶೇಷಚೇತನ ಕಾರ್ಯಕರ್ತರು ಹಾಜರಿದ್ದರು. [533,1133,790,1301]
meeting-photo [283,901,789,1122]
body-text: ಗುರುವಾರ ನಡೆದ ಚುನಾವಣಾ ಪ್ರಚಾರ ರ‍್ಯಾಲಿಯಲ್ಲಿ ಮಾತನಾಡಿದ ಅವರು, ಬಿಜೆಪಿ ಸಂವಿಧಾನವನ್ನು ಬದಲಾಯಿಸಲು ಹೊರಟಿದೆ. ಸಂವಿಧಾನ ಬದಲಾದರೆ ದಲಿತರು, ಆದಿವಾಸಿಗಳು, ಹಿಂದುಳಿದ ವರ್ಗದವರು ತಮ್ಮ ಹಕ್ಕುಗಳನ್ನು ಕಳೆದುಕೊಳ್ಳುತ್ತಾರೆ. ಸಂವಿಧಾನವನ್ನು ಬದಲಾಯಿಸುವ ಮೂಲಕ ಬಿಜೆಪಿ ಮೀಸಲಾತಿಯನ್ನು ತೆಗೆದುಹಾಕಲು ಬಯಸಿದೆ ಎಂದು ಆರೋಪಿಸಿದರು. ಬಿಜೆಪಿಯ ಉದ್ದೇಶ ಜನರ ಹಕ್ಕುಗಳನ್ನು ಕಸಿದುಕೊಳ್ಳುವುದಾಗಿದೆ ಎಂದು ಹೇಳಿದರು. [468,2148,746,2296]
newspaper-logo [601,38,932,125]
story-heatwave-column-1 [62,254,307,717]
body-text: ನೀಡಿದರು. ಈ ಸಂದರ್ಭದಲ್ಲಿ ಇನ್ನೋವೇಟ್ ಜಿಲ್ಲಾ ಚುನಾವಣಾ ರಾಯಭಾರಿ ರಮ್ಯಾ ಹಾಗೂ ಅಂಗನವಾಡಿ ಕಾರ್ಯಕರ್ತೆ ಶ್ರೀಮತಿ, ಶಿಕ್ಷಕ ಕರಬಾರಾಣ ಕಿಲ್ಲೇದಾರ, ಸಲ್ಮಾ, ಅಸ್ಮಾ, ರಫಿ, [819,1750,1158,1803]
subheading: ದುರ್ಬಲ ವ್ಯಕ್ತಿಗಳಿಗೆ [684,373,782,392]
story-ambassador-headline: ಚುನಾವಣಾ ರಾಯಭಾರಿ ಮಹೆಬೂಬ್ ಕಿಲ್ಲೇದಾರ ಅವರಿಂದ ಮತದಾನ ಜಾಗೃತಿ [574,1412,1390,1451]
byline: ಬದಲಾವಣೆ ಸುದ್ದಿ [121,902,197,918]
story-sisodia-headline: ಜಾಮೀನು ಕೋರಿ ಹೈಕೋರ್ಟ್ ಮೊರೆ ಹೋದ ದೆಹಲಿ ಮಾಜಿ ಡಿಸಿಎಂ ಮನೀಶ್ ಸಿಸೋಡಿಯಾ [1248,1839,1515,1872]
story-sisodia-column-1 [1239,1885,1508,2382]
body-text: ಕೊಪ್ಪಳ: ಕೊಪ್ಪಳ ತಾಲೂಕಿನ ಹನಕುಂಟಿ ಗ್ರಾಮದಲ್ಲಿ ಮೇ 01 ರಂದು ನಡೆದ ಕೊಪ್ಪಳ ಕುಟುಂಬದ ಜ್ಞಾಮಂಡ ಹಾಗೂ ಮಹಮ್ಮದ್ ರಫೀ ಇವರ ವಿವಾಹ ಸಮಾರಂಭದಲ್ಲಿ ಕೊಪ್ಪಳ ತಾಲ್ಲೂಕು ಸ್ವೀಪ್ ಸಮಿತಿ ವತಿಯಿಂದ ಮತದಾನ ಜಾಗೃತಿ ಕಾರ್ಯಕ್ರಮ ಹಮ್ಮಿಕೊಳ್ಳಲಾಗಿತ್ತು. ವಿವಾಹ ಸಮಾರಂಭದಲ್ಲಿ ಹಾಜರಿದ್ದ ನವ ವಧು-ವರರು ವೇದಿಕೆಯಲ್ಲಿ ಮೇ-7ರಂದು ಲೋಕಸಭಾ ಚುನಾವಣೆ ಜರುಗಲಿರುವ ಪ್ರಯುಕ್ತ ನಮ್ಮ ಮತ ನಮ್ಮ ಹಕ್ಕು ಪ್ಲೇಕಾರ್ಡ್ ಗಳ ಮೂಲಕ ಮತದಾನ ಜಾಗೃತಿ ಮೂಡಿಸಿದ್ದು ಕಾರ್ಯಕ್ರಮದಲ್ಲಿ ಹಾಜರಿದ್ದವರ ಗಮನ ಸೆಳೆದರು. ಕಾರ್ಯಕ್ರಮದಲ್ಲಿ ಜಿಲ್ಲಾ ಚುನಾವಣಾ ರಾಯಭಾರಿ ಮಹೆಬೂಬ್ ಕಿಲ್ಲೇದಾರ ಮಾತನಾಡಿ ಮೇ-7ರಂದು ತಪ್ಪದೇ ಮತ ಚಲಾಯಿಸುವಂತೆ ಹಾಜರಿದ್ದವರಿಗೆ ಕರೆ ನೀಡಿದರು. ಈ ಸಂದರ್ಭದಲ್ಲಿ ಜಿಲ್ಲಾ ಚುನಾವಣಾ ರಾಯಭಾರಿ ಪೂರ್ವಮಾ ಯೋಳಬಾವಿ ಮಾತನಾಡಿ, ಮತದಾನ ನಮ್ಮೆಲ್ಲರ ಹಕ್ಕು, ಅದನ್ನು ಯಾರಿಗೂ ಮಾರಿಕೊಳ್ಳಬೇಡಿ ಎಂದು ಕರೆ [468,1482,809,1707]
body-text: ಹೊರಾಂಗಣದಲ್ಲಿ ಕೆಲಸ ನಿರ್ವಹಿಸುವವರು, ಮಾನಸಿಕ ಕಾಯಿಲೆಗಳಿಂದ ಬಳಲುತ್ತಿರುವವರು, ಆರೋಗ್ಯ ಸಮಸ್ಯೆಗಳಿರುವವರು ಅದರಲ್ಲೂ ಹೃದಯರೋಗ ಮತ್ತು ಅಧಿಕ ರಕ್ತದ ಒತ್ತಡ ಇರುವವರು. ತಂಪಾದ ವಾತಾವರಣ ಪ್ರದೇಶದಿಂದ ಅತಿಯಾದ ಉಷ್ಣಾಂಶವಿರುವ ಪ್ರದೇಶಕ್ಕೆ ಭೇಟಿ ನೀಡುವವರ ಬಗ್ಗೆ ಹೆಚ್ಚು ಜಾಗ್ರತೆ ವಹಿಸಬೇಕು. [902,256,1183,367]
group-with-placards-icon [819,1467,1504,1738]
story-kejriwal-headline: ಕೇಜ್ರಿವಾಲ್ ಬಂಧನದ ವಿರುದ್ಧ ಎಎಪಿಯಿಂದ ಸಹಿ ಅಭಿಯಾನ [81,1407,393,1485]
contact-phone: 9483468333 [1211,113,1347,141]
ticket-total: ಒಟ್ಟು ರೂ. 62.00 [1123,1072,1233,1132]
